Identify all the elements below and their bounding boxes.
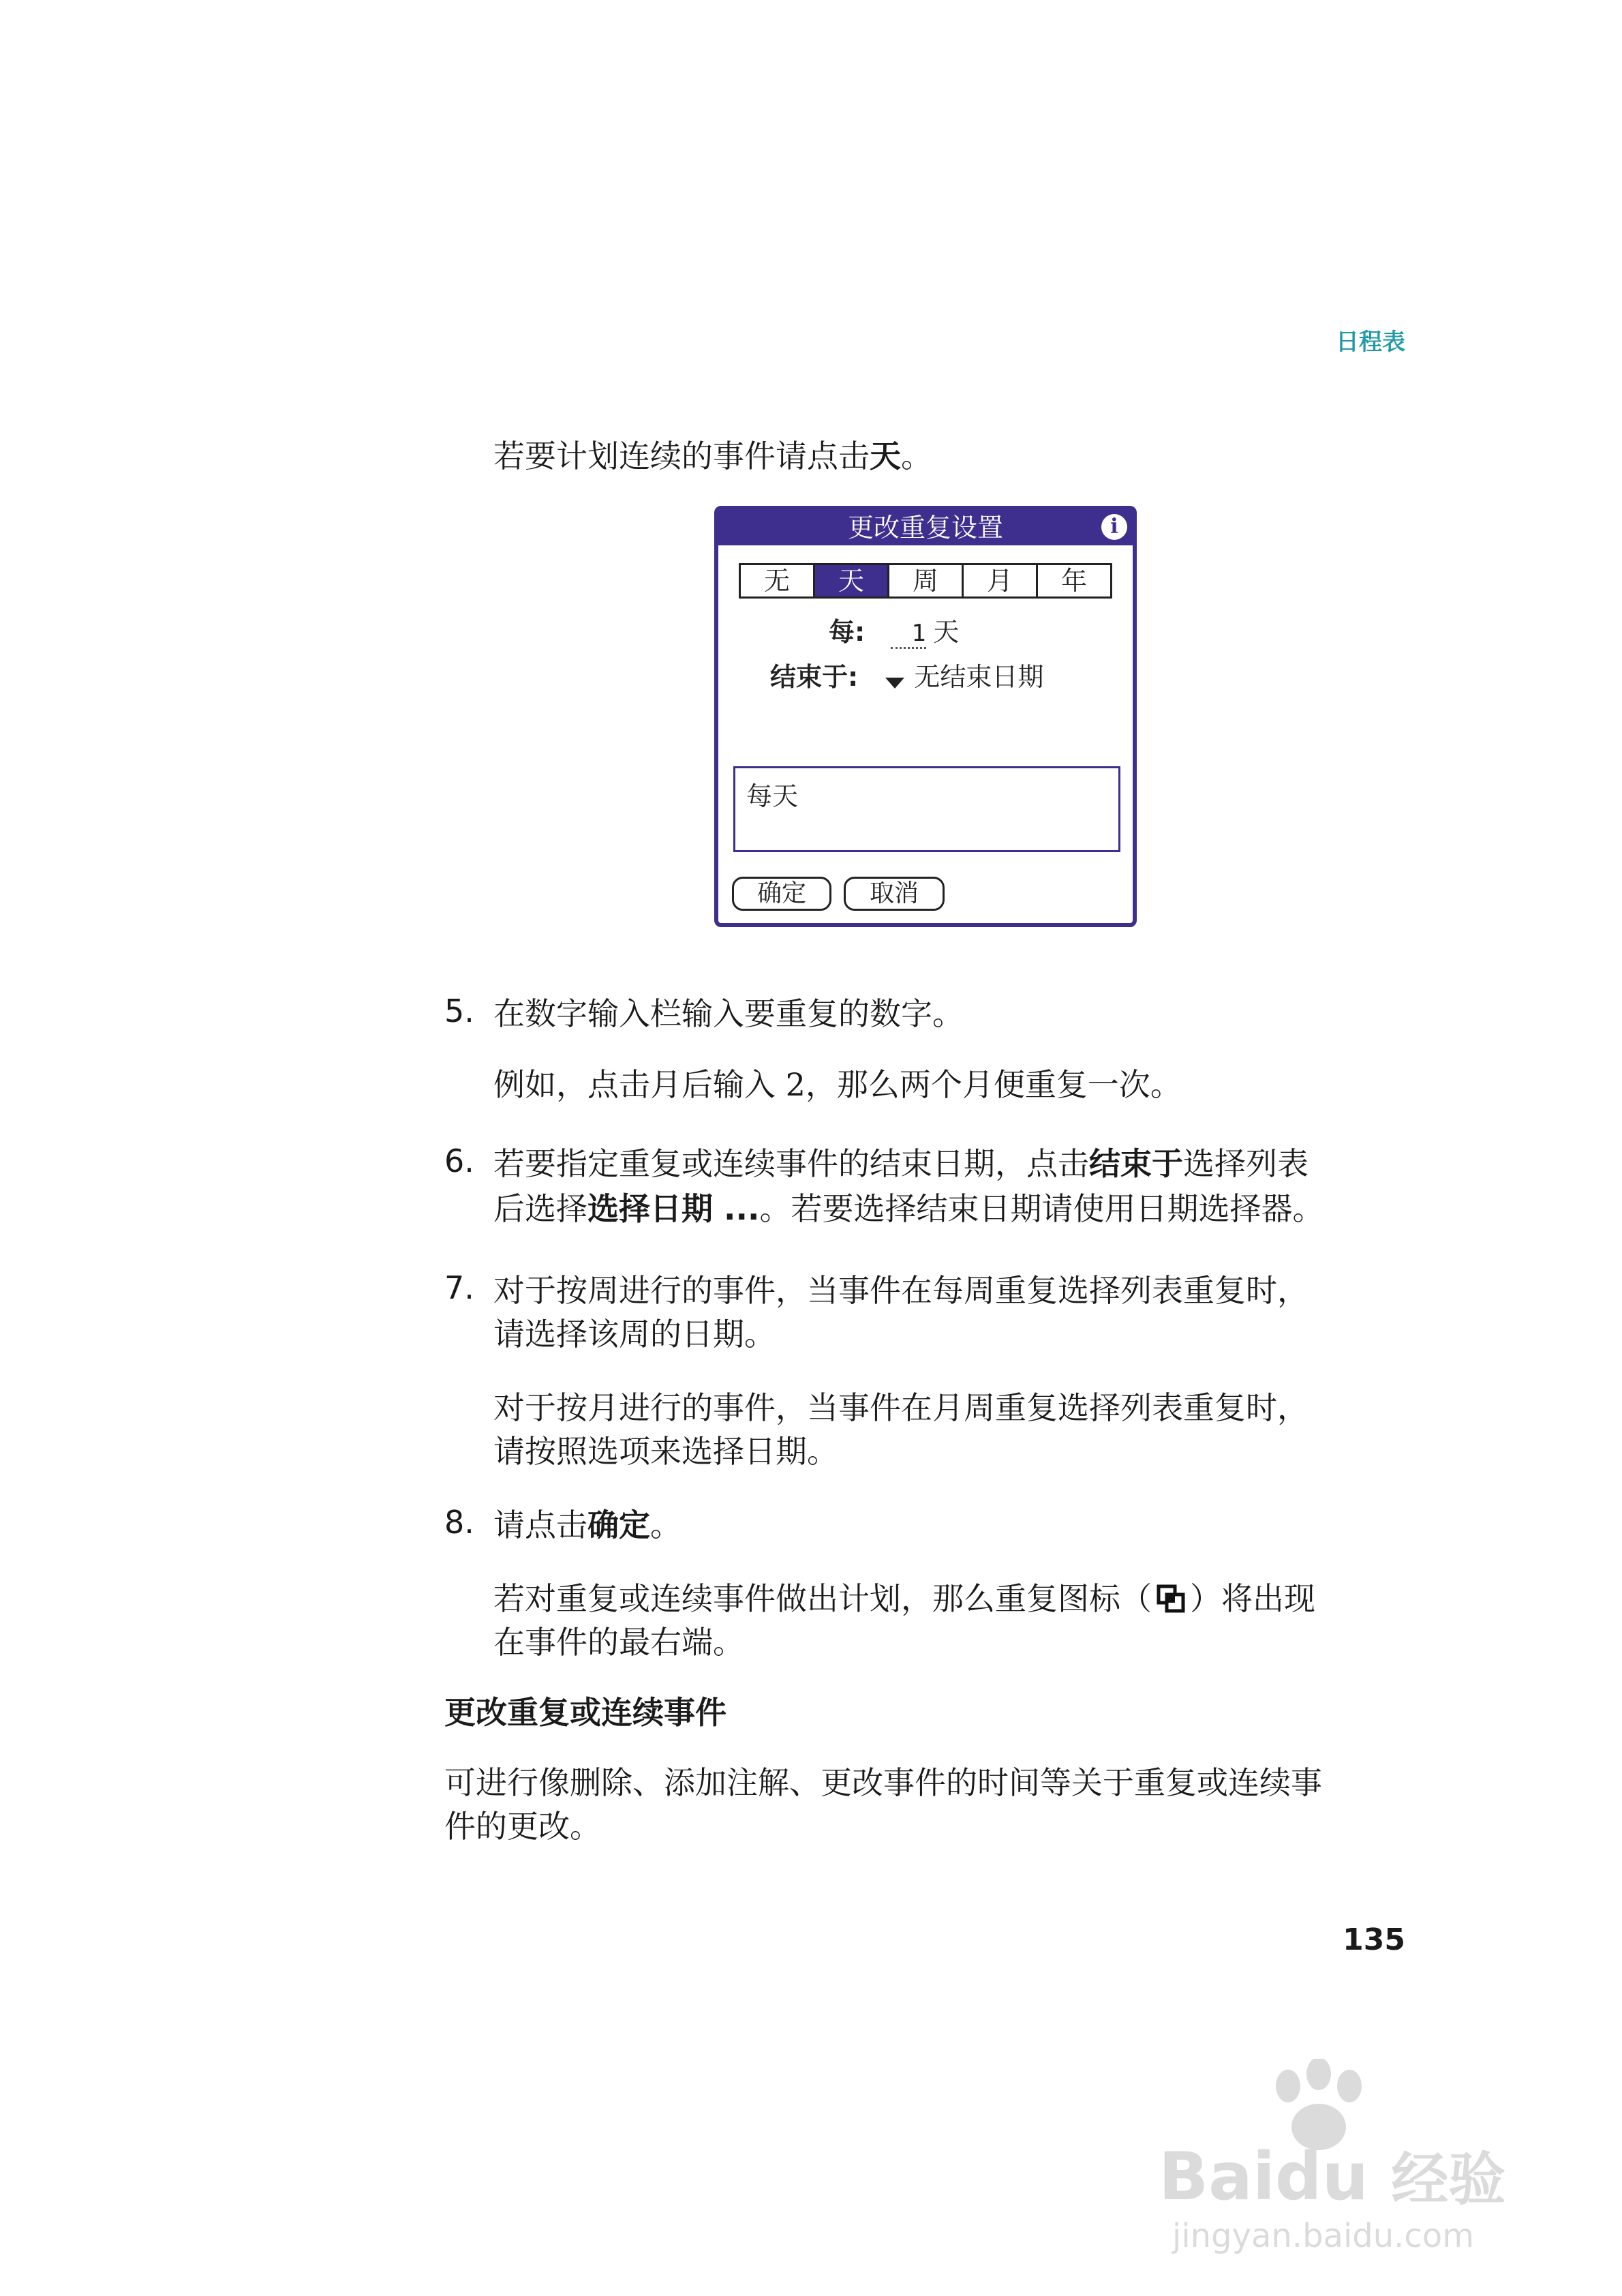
repeat-icon	[1156, 1584, 1186, 1614]
page-number: 135	[1343, 1922, 1405, 1957]
watermark-url: jingyan.baidu.com	[1172, 2217, 1474, 2255]
every-unit: 天	[933, 617, 960, 647]
step-text: 请选择该周的日期。	[493, 1316, 776, 1353]
step-text	[493, 1186, 1323, 1231]
baidu-watermark	[1159, 2059, 1540, 2256]
tab-none[interactable]: 无	[741, 565, 815, 596]
step-note	[493, 1576, 1315, 1621]
every-label: 每:	[829, 617, 866, 647]
cancel-button[interactable]: 取消	[844, 877, 945, 911]
step-text-part: ）将出现	[1190, 1580, 1315, 1617]
tab-month[interactable]: 月	[964, 565, 1038, 596]
step-bold: 选择日期 ...	[587, 1190, 760, 1227]
step-text-part: 。	[650, 1507, 682, 1543]
step-number: 7.	[444, 1269, 474, 1306]
info-icon[interactable]: i	[1101, 514, 1127, 540]
step-number: 5.	[444, 993, 474, 1029]
step-text-part: 后选择	[493, 1190, 587, 1227]
intro-text: 若要计划连续的事件请点击	[493, 438, 870, 474]
dialog-title: 更改重复设置	[718, 510, 1133, 545]
end-date-picker[interactable]	[885, 662, 1044, 692]
repeat-type-tabs	[739, 563, 1112, 599]
section-paragraph: 件的更改。	[444, 1808, 601, 1845]
step-text-part: 。若要选择结束日期请使用日期选择器。	[759, 1190, 1324, 1227]
step-text: 在数字输入栏输入要重复的数字。	[493, 995, 964, 1032]
tab-day[interactable]: 天	[815, 565, 889, 596]
every-row	[829, 611, 959, 649]
end-row	[770, 656, 1043, 693]
step-text	[493, 1141, 1309, 1186]
repeat-settings-dialog	[714, 506, 1137, 927]
step-text-part: 请点击	[493, 1507, 587, 1543]
watermark-brand: Bai	[1159, 2139, 1275, 2215]
step-note: 例如，点击月后输入 2，那么两个月便重复一次。	[493, 1066, 1182, 1103]
end-label: 结束于:	[770, 662, 859, 692]
chevron-down-icon	[885, 678, 904, 689]
section-paragraph: 可进行像删除、添加注解、更改事件的时间等关于重复或连续事	[444, 1764, 1322, 1801]
step-number: 8.	[444, 1504, 474, 1541]
watermark-brand2: du	[1274, 2139, 1368, 2215]
ok-button[interactable]: 确定	[732, 877, 831, 911]
step-text-part: 若对重复或连续事件做出计划，那么重复图标（	[493, 1580, 1152, 1617]
step-text: 对于按周进行的事件，当事件在每周重复选择列表重复时，	[493, 1272, 1309, 1309]
step-note: 请按照选项来选择日期。	[493, 1433, 838, 1470]
step-number: 6.	[444, 1143, 474, 1179]
step-text-part: 若要指定重复或连续事件的结束日期，点击	[493, 1145, 1089, 1182]
step-bold: 确定	[587, 1507, 650, 1543]
step-note: 对于按月进行的事件，当事件在月周重复选择列表重复时，	[493, 1389, 1309, 1426]
intro-bold: 天	[870, 438, 901, 474]
step-bold: 结束于	[1089, 1145, 1183, 1182]
tab-week[interactable]: 周	[889, 565, 964, 596]
watermark-product: 经验	[1391, 2146, 1506, 2213]
intro-end: 。	[901, 438, 932, 474]
step-text-part: 选择列表	[1183, 1145, 1309, 1182]
end-value: 无结束日期	[914, 662, 1044, 692]
step-text	[493, 1502, 682, 1547]
every-number-field[interactable]: 1	[891, 620, 926, 649]
intro-line	[493, 434, 932, 479]
repeat-description: 每天	[733, 766, 1120, 852]
step-note: 在事件的最右端。	[493, 1624, 744, 1661]
tab-year[interactable]: 年	[1060, 566, 1087, 596]
section-title: 日程表	[1336, 329, 1405, 356]
section-heading: 更改重复或连续事件	[444, 1694, 726, 1731]
